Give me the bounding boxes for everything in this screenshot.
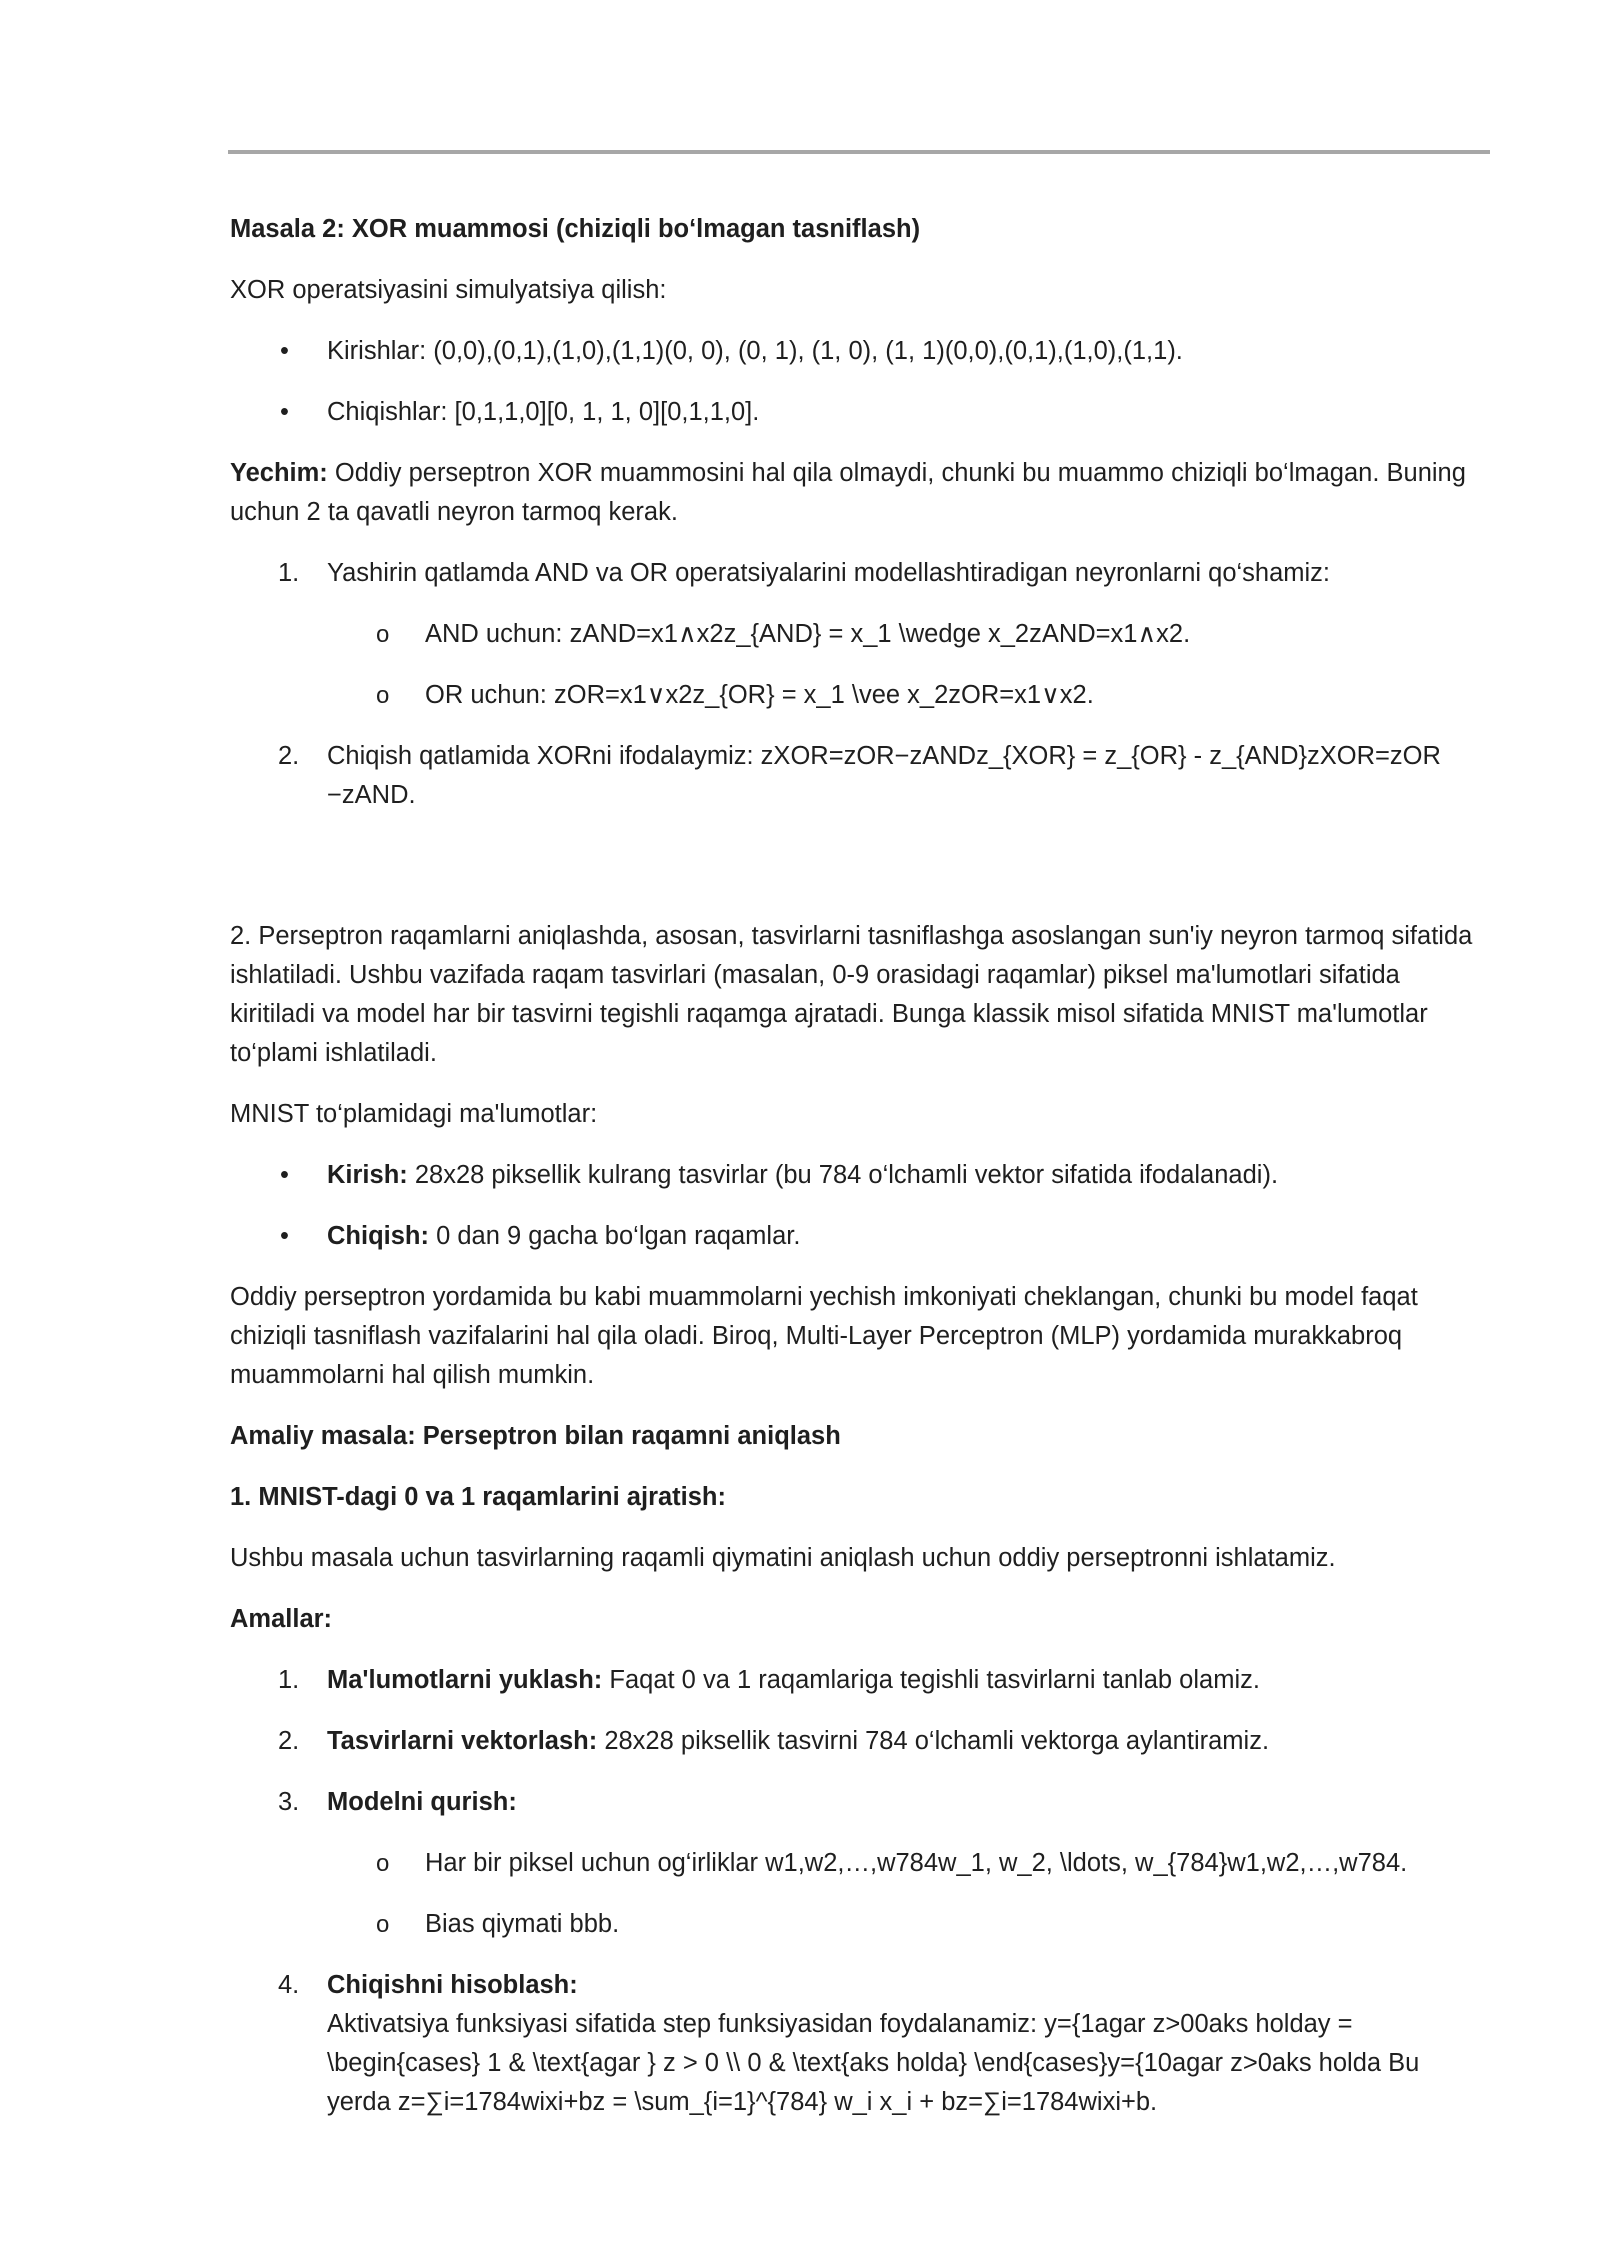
sub-bullet-icon: o: [376, 682, 390, 709]
step-item-2: [230, 737, 1490, 815]
list-item-outputs: [230, 393, 1490, 432]
sub-item-text: Har bir piksel uchun og‘irliklar w1,w2,…,w784w_1, w_2, \ldots, w_{784}w1,w2,…,w784.: [425, 1849, 1408, 1877]
sub-item-or: [230, 676, 1490, 715]
action-item-1: [230, 1661, 1490, 1700]
bullet-icon: •: [280, 398, 289, 426]
list-item-text: 0 dan 9 gacha bo‘lgan raqamlar.: [429, 1222, 801, 1250]
action-label: Ma'lumotlarni yuklash:: [327, 1666, 603, 1694]
horizontal-rule: [228, 150, 1490, 154]
sub-item-text: Bias qiymati bbb.: [425, 1910, 620, 1938]
action-text: Faqat 0 va 1 raqamlariga tegishli tasvirlarni tanlab olamiz.: [602, 1666, 1260, 1694]
sub-item-bias: [230, 1905, 1490, 1944]
list-item-input: [230, 1156, 1490, 1195]
list-item-label: Kirish:: [327, 1161, 408, 1189]
step-text: Chiqish qatlamida XORni ifodalaymiz: zXOR=zOR−zANDz_{XOR} = z_{OR} - z_{AND}zXOR=zOR −zAND.: [327, 742, 1441, 809]
xor-intro: XOR operatsiyasini simulyatsiya qilish:: [230, 276, 667, 304]
solution-text: Oddiy perseptron XOR muammosini hal qila olmaydi, chunki bu muammo chiziqli bo‘lmagan. Buning uchun 2 ta qavatli neyron tarmoq kerak.: [230, 459, 1466, 526]
action-item-2: [230, 1722, 1490, 1761]
action-label: Chiqishni hisoblash:: [327, 1971, 578, 1999]
action-label: Tasvirlarni vektorlash:: [327, 1727, 598, 1755]
bullet-icon: •: [280, 1161, 289, 1189]
actions-heading: Amallar:: [230, 1605, 333, 1633]
spacer: [230, 837, 1490, 917]
list-item-inputs: [230, 332, 1490, 371]
list-item-output: [230, 1217, 1490, 1256]
mnist01-text: Ushbu masala uchun tasvirlarning raqamli qiymatini aniqlash uchun oddiy perseptronni ishlatamiz.: [230, 1544, 1336, 1572]
action-number: 3.: [278, 1788, 300, 1816]
list-item-text: Chiqishlar: [0,1,1,0][0, 1, 1, 0][0,1,1,0].: [327, 398, 760, 426]
mnist-intro: MNIST to‘plamidagi ma'lumotlar:: [230, 1100, 598, 1128]
sub-item-text: AND uchun: zAND=x1∧x2z_{AND} = x_1 \wedge x_2zAND=x1∧x2.: [425, 620, 1191, 648]
solution-paragraph: [230, 454, 1490, 532]
practical-heading: Amaliy masala: Perseptron bilan raqamni aniqlash: [230, 1422, 841, 1450]
step-number: 1.: [278, 559, 300, 587]
action-number: 2.: [278, 1727, 300, 1755]
step-text: Yashirin qatlamda AND va OR operatsiyalarini modellashtiradigan neyronlarni qo‘shamiz:: [327, 559, 1331, 587]
solution-label: Yechim:: [230, 459, 328, 487]
sub-bullet-icon: o: [376, 1911, 390, 1938]
sub-bullet-icon: o: [376, 621, 390, 648]
action-label: Modelni qurish:: [327, 1788, 517, 1816]
list-item-text: Kirishlar: (0,0),(0,1),(1,0),(1,1)(0, 0), (0, 1), (1, 0), (1, 1)(0,0),(0,1),(1,0),(1,1).: [327, 337, 1183, 365]
activation-text: Aktivatsiya funksiyasi sifatida step funksiyasidan foydalanamiz: y={1agar z>00aks holday = \begin{cases} 1 & \text{agar } z > 0 \\ 0 & \text{aks holda} \end{cases}y={10agar z>0aks holda Bu yerda z=∑i=1784wixi+bz = \sum_{i=1}^{784} w_i x_i + bz=∑i=1784wixi+b.: [327, 2010, 1420, 2116]
step-number: 2.: [278, 742, 300, 770]
sub-item-weights: [230, 1844, 1490, 1883]
action-number: 4.: [278, 1971, 300, 1999]
mnist01-heading: 1. MNIST-dagi 0 va 1 raqamlarini ajratish:: [230, 1483, 727, 1511]
bullet-icon: •: [280, 337, 289, 365]
sub-item-and: [230, 615, 1490, 654]
perceptron-paragraph: 2. Perseptron raqamlarni aniqlashda, asosan, tasvirlarni tasniflashga asoslangan sun'iy neyron tarmoq sifatida ishlatiladi. Ushbu vazifada raqam tasvirlari (masalan, 0-9 orasidagi raqamlar) piksel ma'lumotlari sifatida kiritiladi va model har bir tasvirni tegishli raqamga ajratadi. Bunga klassik misol sifatida MNIST ma'lumotlar to‘plami ishlatiladi.: [230, 922, 1473, 1067]
list-item-text: 28x28 piksellik kulrang tasvirlar (bu 784 o‘lchamli vektor sifatida ifodalanadi).: [407, 1161, 1279, 1189]
list-item-label: Chiqish:: [327, 1222, 429, 1250]
action-item-4: [230, 1966, 1490, 2122]
bullet-icon: •: [280, 1222, 289, 1250]
section-title: Masala 2: XOR muammosi (chiziqli bo‘lmagan tasniflash): [230, 215, 921, 243]
action-item-3: [230, 1783, 1490, 1822]
step-item-1: [230, 554, 1490, 593]
mlp-paragraph: Oddiy perseptron yordamida bu kabi muammolarni yechish imkoniyati cheklangan, chunki bu model faqat chiziqli tasniflash vazifalarini hal qila oladi. Biroq, Multi-Layer Perceptron (MLP) yordamida murakkabroq muammolarni hal qilish mumkin.: [230, 1283, 1418, 1389]
document-body: [230, 210, 1490, 2144]
action-text: 28x28 piksellik tasvirni 784 o‘lchamli vektorga aylantiramiz.: [597, 1727, 1270, 1755]
sub-item-text: OR uchun: zOR=x1∨x2z_{OR} = x_1 \vee x_2zOR=x1∨x2.: [425, 681, 1094, 709]
action-number: 1.: [278, 1666, 300, 1694]
sub-bullet-icon: o: [376, 1850, 390, 1877]
